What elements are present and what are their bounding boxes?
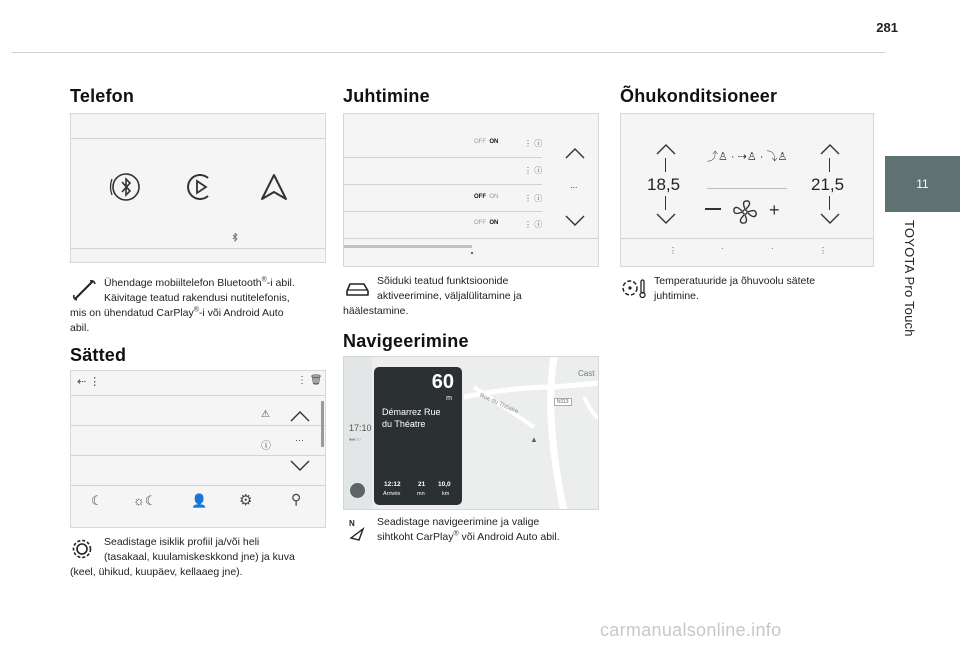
bluetooth-small-icon <box>231 233 239 243</box>
scroll-up-icon[interactable] <box>289 409 311 423</box>
row-1-icons[interactable]: ⋮ ⓘ <box>524 139 543 148</box>
info-icon: ⓘ <box>261 441 271 452</box>
ohukonditsioneer-heading: Õhukonditsioneer <box>620 86 778 106</box>
temp-left[interactable]: 18,5 <box>647 175 681 194</box>
airflow-mode-icons[interactable]: ⤴♙ · ⇢♙ · ⤵♙ <box>707 151 788 163</box>
bottom-dot-1: · <box>721 244 724 253</box>
temp-right-up-icon[interactable] <box>819 142 841 156</box>
nav-guidance-card <box>374 367 462 505</box>
temp-right-bar-top <box>829 158 830 172</box>
car-icon <box>343 276 373 300</box>
scroll-up-icon[interactable] <box>564 146 586 160</box>
bottom-menu-right-icon[interactable]: ⋮ <box>819 246 827 255</box>
nav-arrival-time: 12:12 <box>384 481 401 488</box>
day-night-icon[interactable]: ☼☾ <box>133 493 157 508</box>
climate-divider <box>707 188 787 189</box>
bottom-menu-left-icon[interactable]: ⋮ <box>669 246 677 255</box>
svg-text:N: N <box>349 519 355 528</box>
juhtimine-description: Sõiduki teatud funktsioonide aktiveerimine, väljalülitamine ja häälestamine. <box>343 275 522 317</box>
satted-heading: Sätted <box>70 345 127 365</box>
nav-arrival-label: Arrivée <box>383 491 401 497</box>
chapter-tab: 11 <box>885 156 960 212</box>
compass-icon <box>343 517 373 541</box>
navigeerimine-description: N Seadistage navigeerimine ja valige sihtkoht CarPlay® või Android Auto abil. <box>343 515 605 545</box>
map-road-label: N113 <box>554 398 572 406</box>
nav-duration-label: mn <box>417 491 425 497</box>
row-3-icons[interactable]: ⋮ ⓘ <box>524 194 543 203</box>
night-mode-icon[interactable]: ☾ <box>91 493 103 508</box>
scroll-down-icon[interactable] <box>564 214 586 228</box>
scroll-down-icon[interactable] <box>289 459 311 473</box>
navigation-screen[interactable] <box>343 356 599 510</box>
satted-screen <box>70 370 326 528</box>
temp-right-bar-bottom <box>829 196 830 210</box>
settings-gear-icon[interactable]: ⚙ <box>239 492 253 509</box>
toggle-1[interactable]: OFF ON <box>474 139 499 145</box>
dot-indicator <box>471 252 473 254</box>
climate-screen <box>620 113 874 267</box>
bluetooth-phone-icon[interactable] <box>109 170 143 204</box>
row-2-icons[interactable]: ⋮ ⓘ <box>524 166 543 175</box>
carplay-icon[interactable] <box>183 170 217 204</box>
nav-distance: 60 <box>431 371 454 393</box>
position-marker-icon: ▲ <box>530 435 538 444</box>
navigeerimine-heading: Navigeerimine <box>343 331 469 351</box>
watermark: carmanualsonline.info <box>600 620 782 640</box>
top-rule <box>12 52 885 53</box>
toggle-2[interactable]: OFF ON <box>474 194 499 200</box>
map-place-label: Cast <box>578 369 595 378</box>
row-4-icons[interactable]: ⋮ ⓘ <box>524 220 543 229</box>
juhtimine-heading: Juhtimine <box>343 86 430 106</box>
nav-distance-total-label: km <box>442 491 450 497</box>
warning-icon: ⚠ <box>261 409 270 420</box>
nav-instruction-2: du Théatre <box>382 419 426 429</box>
nav-distance-total: 10,0 <box>438 481 451 488</box>
fan-increase-icon[interactable]: + <box>769 200 780 220</box>
nav-home-button[interactable] <box>350 483 365 498</box>
nav-instruction-1: Démarrez Rue <box>382 407 441 417</box>
telefon-description: Ühendage mobiiltelefon Bluetooth®-i abil. Käivitage teatud rakendusi nutitelefonis, mis on ühendatud CarPlay®-i või Android Auto abil. <box>70 276 295 334</box>
nav-clock: 17:10 <box>349 423 372 433</box>
fan-temperature-icon <box>620 276 650 300</box>
ohukonditsioneer-description: Temperatuuride ja õhuvoolu sätete juhtimine. <box>620 274 870 304</box>
toggle-3[interactable]: OFF ON <box>474 220 499 226</box>
temp-right[interactable]: 21,5 <box>811 175 845 194</box>
temp-left-bar-top <box>665 158 666 172</box>
temp-left-bar-bottom <box>665 196 666 210</box>
temp-right-down-icon[interactable] <box>819 212 841 226</box>
bottom-dot-2: · <box>771 244 774 253</box>
page-number: 281 <box>876 20 898 35</box>
gear-icon <box>70 537 100 561</box>
nav-distance-unit: m <box>446 395 452 402</box>
satted-description: Seadistage isiklik profiil ja/või heli (tasakaal, kuulamiskeskkond jne) ja kuva (keel, ühikud, kuupäev, kellaaeg jne). <box>70 536 295 578</box>
progress-bar <box>344 245 472 248</box>
phone-handset-icon <box>70 278 100 302</box>
map-street-label: Rue du Théatre <box>478 392 520 416</box>
back-arrow-icon[interactable]: ⇠ ⋮ <box>77 376 101 388</box>
nav-duration: 21 <box>418 481 426 488</box>
telefon-screen <box>70 113 326 263</box>
telefon-heading: Telefon <box>70 86 135 106</box>
nav-dots: ●●○○ <box>349 437 362 443</box>
trash-icon[interactable]: ⋮ 🗑 <box>297 375 323 386</box>
profile-icon[interactable]: 👤 <box>191 493 208 508</box>
scroll-more-icon: ··· <box>295 435 304 445</box>
temp-left-down-icon[interactable] <box>655 212 677 226</box>
scrollbar[interactable] <box>321 401 324 447</box>
temp-left-up-icon[interactable] <box>655 142 677 156</box>
chapter-title: TOYOTA Pro Touch <box>902 220 917 337</box>
fan-decrease-icon[interactable] <box>705 208 721 210</box>
juhtimine-screen <box>343 113 599 267</box>
scroll-more-icon: ... <box>570 180 578 190</box>
location-settings-icon[interactable]: ⚲ <box>291 491 302 507</box>
android-auto-icon[interactable] <box>257 170 291 204</box>
fan-icon <box>731 198 759 226</box>
